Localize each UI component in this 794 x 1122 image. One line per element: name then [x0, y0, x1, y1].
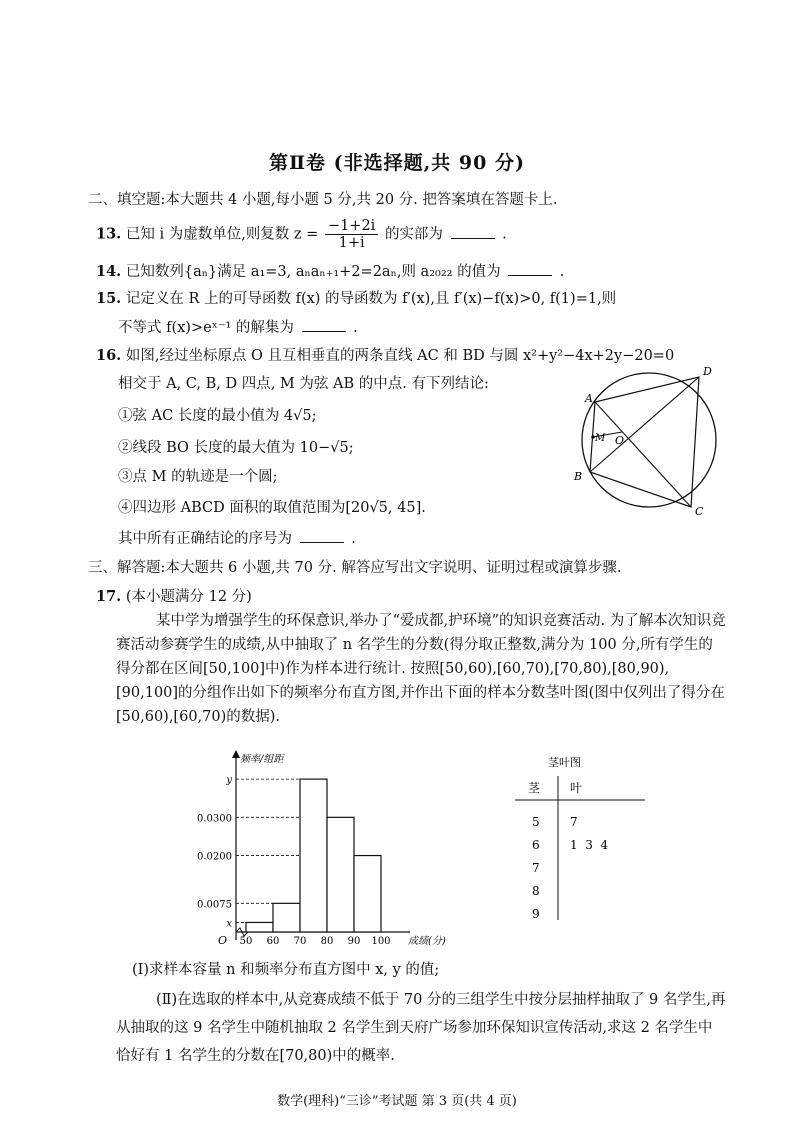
question-14-text: 已知数列{aₙ}满足 a₁=3, aₙaₙ₊₁+2=2aₙ,则 a₂₀₂₂ 的值为 [125, 264, 501, 280]
label-d: D [703, 365, 712, 378]
label-b: B [574, 470, 583, 483]
question-17-part-2: (Ⅱ)在选取的样本中,从竞赛成绩不低于 70 分的三组学生中按分层抽样抽取了 9 名学生,再从抽取的这 9 名学生中随机抽取 2 名学生到天府广场参加环保知识宣传活动,求这 2 名学生中恰好有 1 名学生的分数在[70,80)中的概率. [116, 992, 726, 1064]
y-tick-label: 0.0075 [197, 899, 232, 911]
question-15-line2 [118, 316, 358, 337]
x-tick-label: 100 [371, 936, 391, 947]
y-tick-label: 0.0200 [197, 851, 232, 863]
answer-blank-15[interactable] [302, 319, 346, 332]
x-tick-label: 70 [293, 936, 307, 947]
stem-value: 5 [532, 815, 540, 829]
stem-value: 8 [532, 884, 540, 898]
question-13-prefix: 已知 i 为虚数单位,则复数 z = [125, 226, 319, 243]
leaf-values: 7 [570, 815, 578, 829]
x-tick-label: 90 [347, 936, 361, 947]
y-axis-arrow [232, 750, 240, 758]
quadrilateral-abcd [590, 377, 699, 507]
x-tick-label: 80 [320, 936, 334, 947]
stem-leaf-rows [532, 815, 609, 921]
question-16-number: 16. [96, 347, 122, 364]
leaf-header: 叶 [570, 781, 583, 795]
question-16-end: . [351, 531, 356, 547]
conclusion-2: ②线段 BO 长度的最大值为 10−√5; [118, 440, 354, 456]
question-16-text-1: 如图,经过坐标原点 O 且互相垂直的两条直线 AC 和 BD 与圆 x²+y²−4x+2y−20=0 [125, 348, 675, 364]
label-a: A [585, 392, 593, 405]
question-15-text-2: 不等式 f(x)>eˣ⁻¹ 的解集为 [118, 320, 294, 336]
question-13-suffix: 的实部为 [384, 226, 443, 243]
question-14-end: . [559, 264, 565, 280]
fraction-denominator: 1+i [338, 235, 365, 251]
bar-[60,70) [273, 903, 300, 932]
y-tick-label: 0.0300 [197, 813, 232, 825]
line-bd [590, 377, 699, 472]
label-o: O [615, 434, 625, 447]
question-14 [96, 260, 564, 281]
page-title: 第Ⅱ卷 (非选择题,共 90 分) [269, 152, 525, 174]
conclusion-1: ①弦 AC 长度的最小值为 4√5; [118, 408, 317, 424]
histogram-y-ticks [197, 775, 232, 929]
question-16-line2: 相交于 A, C, B, D 四点, M 为弦 AB 的中点. 有下列结论: [118, 376, 489, 392]
y-tick-label: y [226, 775, 232, 787]
question-14-number: 14. [96, 263, 122, 280]
stem-value: 7 [532, 861, 540, 875]
histogram-x-ticks [240, 936, 391, 947]
label-m: M [595, 433, 606, 444]
y-axis-label: 频率/组距 [240, 754, 284, 765]
section-fill-blank-header: 二、填空题:本大题共 4 小题,每小题 5 分,共 20 分. 把答案填在答题卡上. [88, 192, 558, 208]
fraction-numerator: −1+2i [325, 218, 378, 235]
x-tick-label: 60 [266, 936, 280, 947]
y-tick-label: x [226, 918, 232, 930]
frequency-histogram [180, 748, 480, 950]
question-15-text-1: 记定义在 R 上的可导函数 f(x) 的导函数为 f′(x),且 f′(x)−f(x)>0, f(1)=1,则 [125, 291, 617, 307]
question-13 [96, 218, 507, 251]
leaf-values: 1 3 4 [570, 838, 609, 852]
conclusion-4: ④四边形 ABCD 面积的取值范围为[20√5, 45]. [118, 500, 426, 516]
question-15-end: . [353, 320, 358, 336]
conclusion-3: ③点 M 的轨迹是一个圆; [118, 469, 278, 485]
question-17-body: 某中学为增强学生的环保意识,举办了“爱成都,护环境”的知识竞赛活动. 为了解本次知识竞赛活动参赛学生的成绩,从中抽取了 n 名学生的分数(得分取正整数,满分为 100 分,所有学生的得分都在区间[50,100]中)作为样本进行统计. 按照[50,60),[60,70),[70,80),[80,90),[90,100]的分组作出如下的频率分布直方图,并作出下面的样本分数茎叶图(图中仅列出了得分在[50,60),[60,70)的数据). [116, 613, 726, 725]
question-16-ask [118, 527, 356, 548]
answer-blank-13[interactable] [451, 226, 495, 239]
answer-blank-14[interactable] [508, 263, 552, 276]
section-solution-header: 三、解答题:本大题共 6 小题,共 70 分. 解答应写出文字说明、证明过程或演算步骤. [88, 560, 622, 576]
question-13-end: . [502, 226, 507, 243]
question-17-header [96, 585, 252, 606]
stem-header: 茎 [528, 781, 541, 795]
question-17-number: 17. [96, 588, 122, 605]
question-13-fraction [325, 218, 378, 251]
question-13-number: 13. [96, 225, 122, 243]
stem-leaf-title: 茎叶图 [548, 756, 581, 769]
page-footer: 数学(理科)“三诊”考试题 第 3 页(共 4 页) [277, 1094, 517, 1109]
bar-[90,100] [354, 856, 381, 932]
question-15-number: 15. [96, 290, 122, 307]
question-15-line1 [96, 287, 616, 308]
stem-value: 9 [532, 907, 540, 921]
bar-[70,80) [300, 779, 327, 932]
question-17-points: (本小题满分 12 分) [125, 589, 252, 605]
bar-[50,60) [246, 922, 273, 932]
x-tick-label: 50 [239, 936, 253, 947]
stem-leaf-plot [500, 748, 660, 928]
x-axis-label: 成绩(分) [408, 936, 446, 947]
question-17-part-1: (Ⅰ)求样本容量 n 和频率分布直方图中 x, y 的值; [132, 962, 440, 978]
origin-label: O [218, 934, 228, 947]
answer-blank-16[interactable] [300, 530, 344, 543]
circle-figure [565, 360, 740, 520]
bar-[80,90) [327, 817, 354, 932]
label-c: C [695, 505, 704, 518]
question-16-ask-text: 其中所有正确结论的序号为 [118, 531, 292, 547]
stem-value: 6 [532, 838, 540, 852]
